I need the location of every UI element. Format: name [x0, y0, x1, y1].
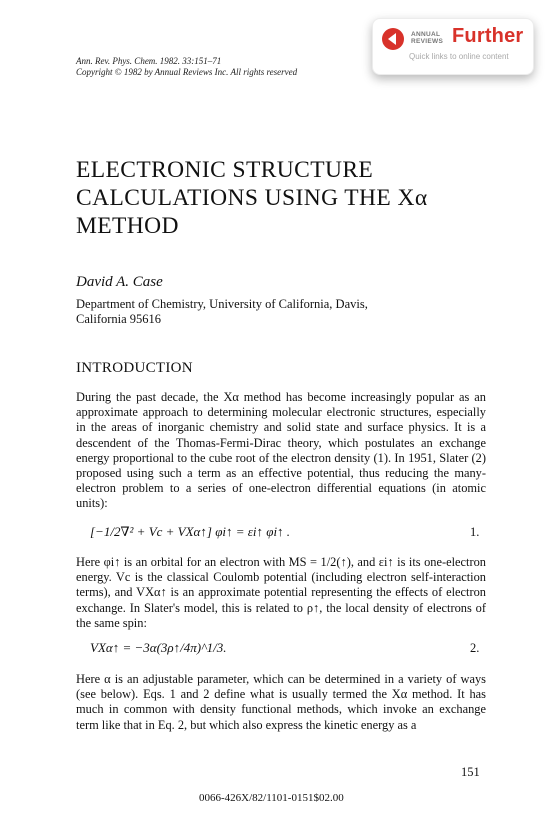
citation-line-2: Copyright © 1982 by Annual Reviews Inc. All rights reserved — [76, 67, 298, 77]
badge-tagline: Quick links to online content — [409, 52, 509, 61]
equation-2: VXα↑ = −3α(3ρ↑/4π)^1/3. — [90, 640, 227, 655]
paragraph-1: During the past decade, the Xα method has become increasingly popular as an approximate approach to determining molecular electronic structures, especially in the areas of inorganic chemistry and solid state and surface physics. It is a descendent of the Thomas-Fermi-Dirac theory, which postulates an exchange energy proportional to the cube root of the electron density (1). In 1951, Slater (2) proposed using such a term as an effective potential, thus reducing the many-electron problem to a series of one-electron differential equations (in atomic units): — [76, 390, 486, 511]
equation-1: [−1/2∇² + Vc + VXα↑] φi↑ = εi↑ φi↑ . — [90, 524, 291, 539]
further-badge[interactable] — [372, 18, 534, 75]
badge-brand: Further — [452, 25, 524, 47]
paragraph-2: Here φi↑ is an orbital for an electron with MS = 1/2(↑), and εi↑ is its one-electron energy. Vc is the classical Coulomb potential (including electron self-interaction terms), and VXα↑ is an approximate potential representing the effects of electron exchange. In Slater's model, this is related to ρ↑, the local density of electrons of the same spin: — [76, 555, 486, 630]
affiliation-line-1: Department of Chemistry, University of California, Davis, — [76, 297, 368, 311]
equation-2-number: 2. — [470, 641, 480, 655]
section-heading: INTRODUCTION — [76, 360, 193, 376]
equation-1-number: 1. — [470, 525, 480, 539]
page-number: 151 — [461, 765, 480, 779]
play-arrow-icon — [382, 28, 404, 50]
author-name: David A. Case — [76, 274, 163, 290]
article-title: ELECTRONIC STRUCTURE CALCULATIONS USING THE Xα METHOD — [76, 157, 428, 239]
footer-code: 0066-426X/82/1101-0151$02.00 — [199, 792, 344, 804]
citation-line-1: Ann. Rev. Phys. Chem. 1982. 33:151–71 — [76, 56, 222, 66]
paragraph-3: Here α is an adjustable parameter, which can be determined in a variety of ways (see below). Eqs. 1 and 2 define what is usually termed the Xα method. It has much in common with density functional methods, which invoke an exchange term like that in Eq. 2, but which also express the kinetic energy as a — [76, 672, 486, 732]
affiliation-line-2: California 95616 — [76, 312, 162, 326]
badge-annual-reviews: ANNUAL REVIEWS — [411, 31, 444, 45]
